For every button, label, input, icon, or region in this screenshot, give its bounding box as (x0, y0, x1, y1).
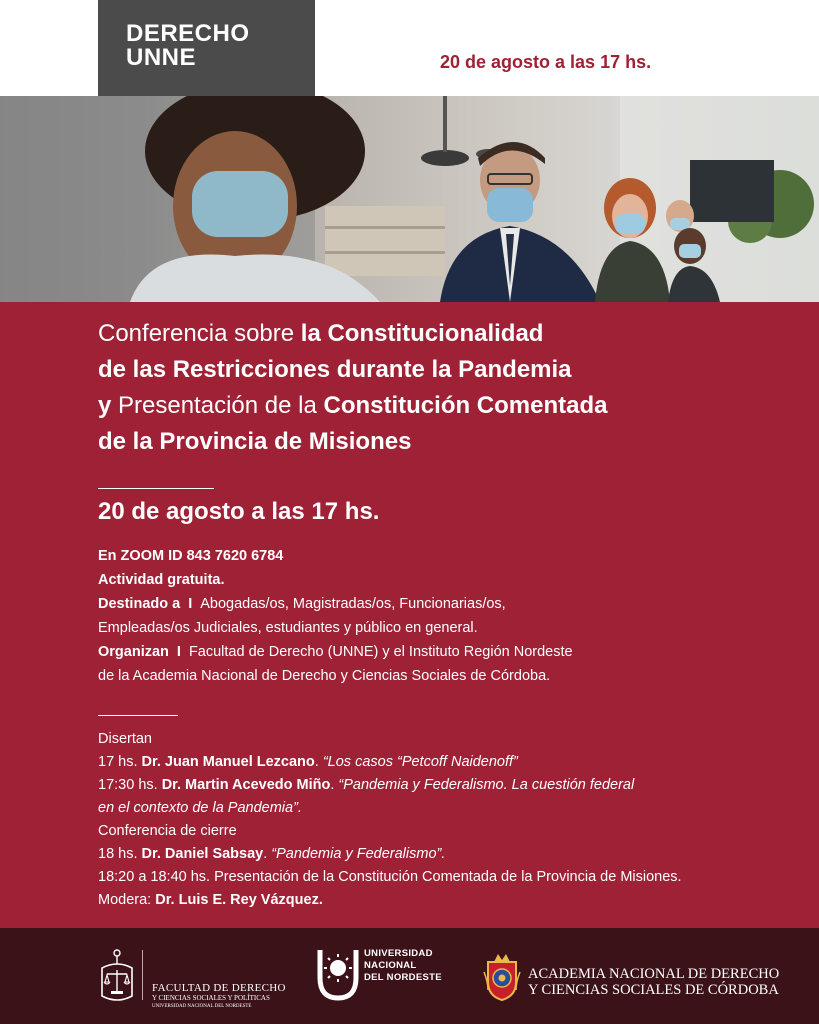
hero-photo (0, 96, 819, 302)
scales-of-justice-icon (98, 948, 136, 1004)
faculty-logo-divider (142, 950, 143, 1000)
event-date: 20 de agosto a las 17 hs. (98, 498, 380, 525)
speaker-2-punct: . (330, 777, 339, 793)
speaker-3-name: Dr. Daniel Sabsay (141, 846, 264, 862)
faculty-university: UNIVERSIDAD NACIONAL DEL NORDESTE (152, 1004, 252, 1009)
title-line-3 (98, 388, 738, 424)
closing-heading: Conferencia de cierre (98, 823, 237, 839)
main-panel (0, 302, 819, 928)
speaker-1 (98, 751, 682, 774)
speaker-3-topic: “Pandemia y Federalismo”. (271, 846, 446, 862)
divider-1 (98, 488, 214, 489)
hero-photo-illustration (0, 96, 819, 302)
academy-line-1: ACADEMIA NACIONAL DE DERECHO (528, 966, 780, 982)
speaker-2-name: Dr. Martin Acevedo Miño (161, 777, 331, 793)
presentation-line: 18:20 a 18:40 hs. Presentación de la Constitución Comentada de la Provincia de Misiones. (98, 869, 682, 885)
speaker-1-name: Dr. Juan Manuel Lezcano (141, 754, 315, 770)
organizers-line-2: de la Academia Nacional de Derecho y Ciencias Sociales de Córdoba. (98, 668, 551, 684)
title-line-3-bold: Constitución Comentada (323, 392, 608, 419)
title-line-2: de las Restricciones durante la Pandemia (98, 356, 572, 383)
speaker-3 (98, 843, 682, 866)
faculty-subtitle: Y CIENCIAS SOCIALES Y POLÍTICAS (152, 994, 270, 1002)
audience-label: Destinado a (98, 596, 181, 612)
title-line-1-bold: la Constitucionalidad (300, 320, 544, 347)
event-title (98, 316, 738, 460)
footer-logos (0, 928, 819, 1024)
moderator-label: Modera: (98, 892, 156, 908)
brand-block (98, 0, 315, 96)
title-line-1 (98, 316, 738, 352)
audience-text-1: Abogadas/os, Magistradas/os, Funcionarias/os, (200, 596, 506, 612)
header-date: 20 de agosto a las 17 hs. (440, 52, 652, 72)
title-line-3-y: y (98, 392, 119, 419)
program (98, 728, 682, 912)
speaker-1-punct: . (314, 754, 323, 770)
audience-separator: I (188, 596, 193, 612)
organizers-text-1: Facultad de Derecho (UNNE) y el Instituto Región Nordeste (188, 644, 573, 660)
academy-shield-icon (482, 952, 522, 1002)
faculty-name: FACULTAD DE DERECHO (152, 982, 286, 994)
speaker-2 (98, 774, 682, 797)
header-bar (0, 0, 819, 96)
brand-line-2: UNNE (126, 44, 197, 71)
audience-line-1 (98, 592, 573, 616)
speaker-1-time: 17 hs. (98, 754, 142, 770)
moderator-line (98, 889, 682, 912)
event-info (98, 544, 573, 688)
speakers-heading: Disertan (98, 731, 152, 747)
unne-line-3: DEL NORDESTE (364, 972, 442, 983)
title-line-3-regular: Presentación de la (118, 392, 324, 419)
zoom-id: En ZOOM ID 843 7620 6784 (98, 548, 284, 564)
organizers-line-1 (98, 640, 573, 664)
speaker-2-topic-2: en el contexto de la Pandemia”. (98, 800, 302, 816)
audience-line-2: Empleadas/os Judiciales, estudiantes y público en general. (98, 620, 478, 636)
unne-sun-icon (316, 946, 360, 1002)
speaker-2-time: 17:30 hs. (98, 777, 162, 793)
moderator-name: Dr. Luis E. Rey Vázquez. (155, 892, 323, 908)
organizers-label: Organizan (98, 644, 169, 660)
speaker-3-punct: . (263, 846, 272, 862)
organizers-separator: I (176, 644, 181, 660)
brand-line-1: DERECHO (126, 20, 250, 47)
divider-2 (98, 715, 178, 716)
title-line-1-regular: Conferencia sobre (98, 320, 301, 347)
speaker-3-time: 18 hs. (98, 846, 142, 862)
academy-line-2: Y CIENCIAS SOCIALES DE CÓRDOBA (528, 982, 779, 998)
title-line-4: de la Provincia de Misiones (98, 428, 412, 455)
unne-line-2: NACIONAL (364, 960, 417, 971)
unne-line-1: UNIVERSIDAD (364, 948, 433, 959)
speaker-1-topic: “Los casos “Petcoff Naidenoff” (322, 754, 518, 770)
speaker-2-topic-1: “Pandemia y Federalismo. La cuestión federal (338, 777, 635, 793)
free-activity: Actividad gratuita. (98, 572, 225, 588)
